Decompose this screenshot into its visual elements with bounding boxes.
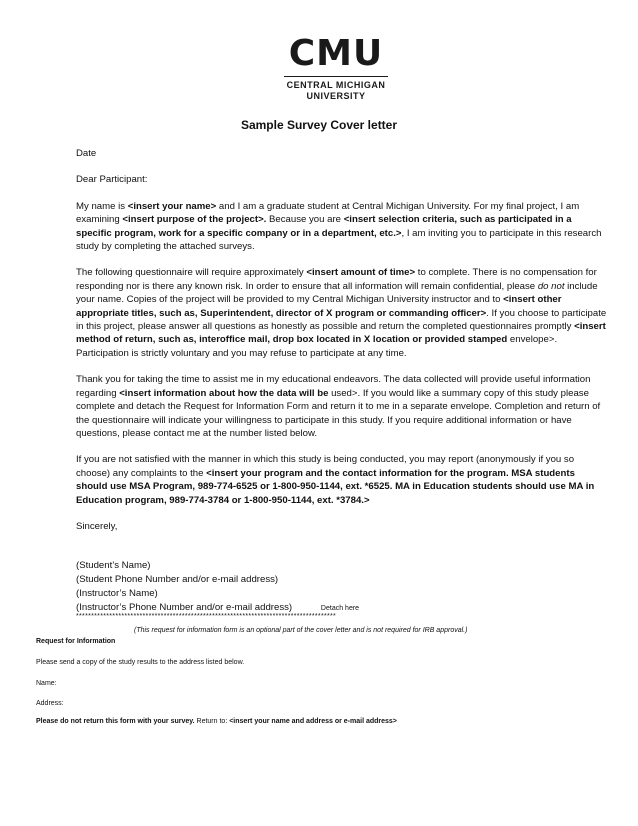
p2-placeholder-titles: <insert other appropriate titles, such as, Superintendent, director of X program or commanding officer> bbox=[76, 294, 562, 319]
cmu-logo bbox=[280, 33, 392, 102]
p1-text-1: My name is bbox=[76, 200, 128, 212]
letter-body bbox=[76, 147, 608, 615]
signature-instructor-name: (Instructor’s Name) bbox=[76, 588, 158, 600]
paragraph-questionnaire bbox=[76, 266, 608, 360]
detach-line: ************************************************************************************** bbox=[76, 613, 337, 620]
p3-placeholder-data-use: <insert information about how the data will be bbox=[119, 387, 329, 399]
signature-instructor-contact: (Instructor’s Phone Number and/or e-mail address) bbox=[76, 602, 293, 614]
logo-line-1: CENTRAL MICHIGAN bbox=[286, 80, 386, 90]
form-return-text: Return to: bbox=[194, 718, 230, 725]
signature-student-contact: (Student Phone Number and/or e-mail address) bbox=[76, 574, 279, 586]
p2-emphasis: do not bbox=[537, 280, 565, 292]
p4-placeholder-program: <insert your program and the contact information for the program. MSA students should use MSA Program, 989-774-6525 or 1-800-950-1144, ext. *6525. MA in Education students should use MA in Education program, 989-774-3784 or 1-800-950-1144, ext. *3784.> bbox=[76, 467, 595, 506]
form-name-label: Name: bbox=[36, 680, 57, 687]
signature-student-name: (Student’s Name) bbox=[76, 560, 151, 572]
p3-text-2: used>. If you would like a summary copy of this study please complete and detach the Request for Information Form and return it to me in a separate envelope. Completion and return of the questionnaire will indicate your willingness to participate in this study. If you require additional information or have questions, please contact me at the number listed below. bbox=[76, 387, 601, 439]
logo-wordmark: CMU bbox=[288, 33, 384, 74]
form-note: (This request for information form is an optional part of the cover letter and is not required for IRB approval.) bbox=[134, 627, 468, 634]
salutation: Dear Participant: bbox=[76, 174, 148, 186]
form-return-warning: Please do not return this form with your survey. bbox=[36, 718, 195, 725]
p2-text-2: to complete. There is no compensation for responding nor is there any known risk. In order to ensure that all information will remain confidential, please bbox=[76, 267, 597, 292]
form-instruction: Please send a copy of the study results to the address listed below. bbox=[36, 659, 245, 666]
p2-text-4: . If you choose to participate in this project, please answer all questions as honestly as possible and return the completed questionnaires promptly bbox=[76, 307, 607, 333]
p2-placeholder-time: <insert amount of time> bbox=[306, 267, 416, 279]
paragraph-intro bbox=[76, 200, 608, 254]
p1-text-2: and I am a graduate student at Central Michigan University. For my final project, I am examining bbox=[76, 200, 580, 226]
p2-placeholder-return: <insert method of return, such as, interoffice mail, drop box located in X location or provided stamped bbox=[76, 321, 606, 346]
p2-text-1: The following questionnaire will require approximately bbox=[76, 267, 307, 279]
p1-placeholder-name: <insert your name> bbox=[127, 200, 217, 212]
paragraph-thanks bbox=[76, 373, 608, 440]
detach-label: Detach here bbox=[320, 605, 360, 612]
p1-text-4: , I am inviting you to participate in this research study by completing the attached surveys. bbox=[76, 227, 602, 253]
closing: Sincerely, bbox=[76, 520, 118, 532]
p2-text-5: envelope>. Participation is strictly voluntary and you may refuse to participate at any time. bbox=[76, 334, 558, 359]
form-heading: Request for Information bbox=[36, 638, 116, 645]
paragraph-complaints bbox=[76, 453, 608, 507]
form-address-label: Address: bbox=[36, 700, 64, 707]
p1-text-3: Because you are bbox=[266, 214, 344, 226]
p4-text-1: If you are not satisfied with the manner in which this study is being conducted, you may report (anonymously if you so choose) any complaints to the bbox=[76, 454, 575, 479]
form-return-target: <insert your name and address or e-mail address> bbox=[229, 718, 397, 725]
p1-placeholder-purpose: <insert purpose of the project>. bbox=[122, 214, 267, 226]
logo-rule bbox=[284, 76, 388, 77]
p1-placeholder-criteria: <insert selection criteria, such as participated in a specific program, work for a specific company or in a department, etc.> bbox=[76, 214, 572, 239]
date-line: Date bbox=[76, 148, 97, 159]
form-return-line bbox=[36, 718, 616, 725]
logo-line-2: UNIVERSITY bbox=[306, 91, 366, 101]
p3-text-1: Thank you for taking the time to assist me in my educational endeavors. The data collected will provide useful information regarding bbox=[76, 374, 591, 399]
page-title: Sample Survey Cover letter bbox=[240, 118, 398, 132]
p2-text-3: include your name. Copies of the project will be provided to my Central Michigan University instructor and to bbox=[76, 280, 598, 306]
